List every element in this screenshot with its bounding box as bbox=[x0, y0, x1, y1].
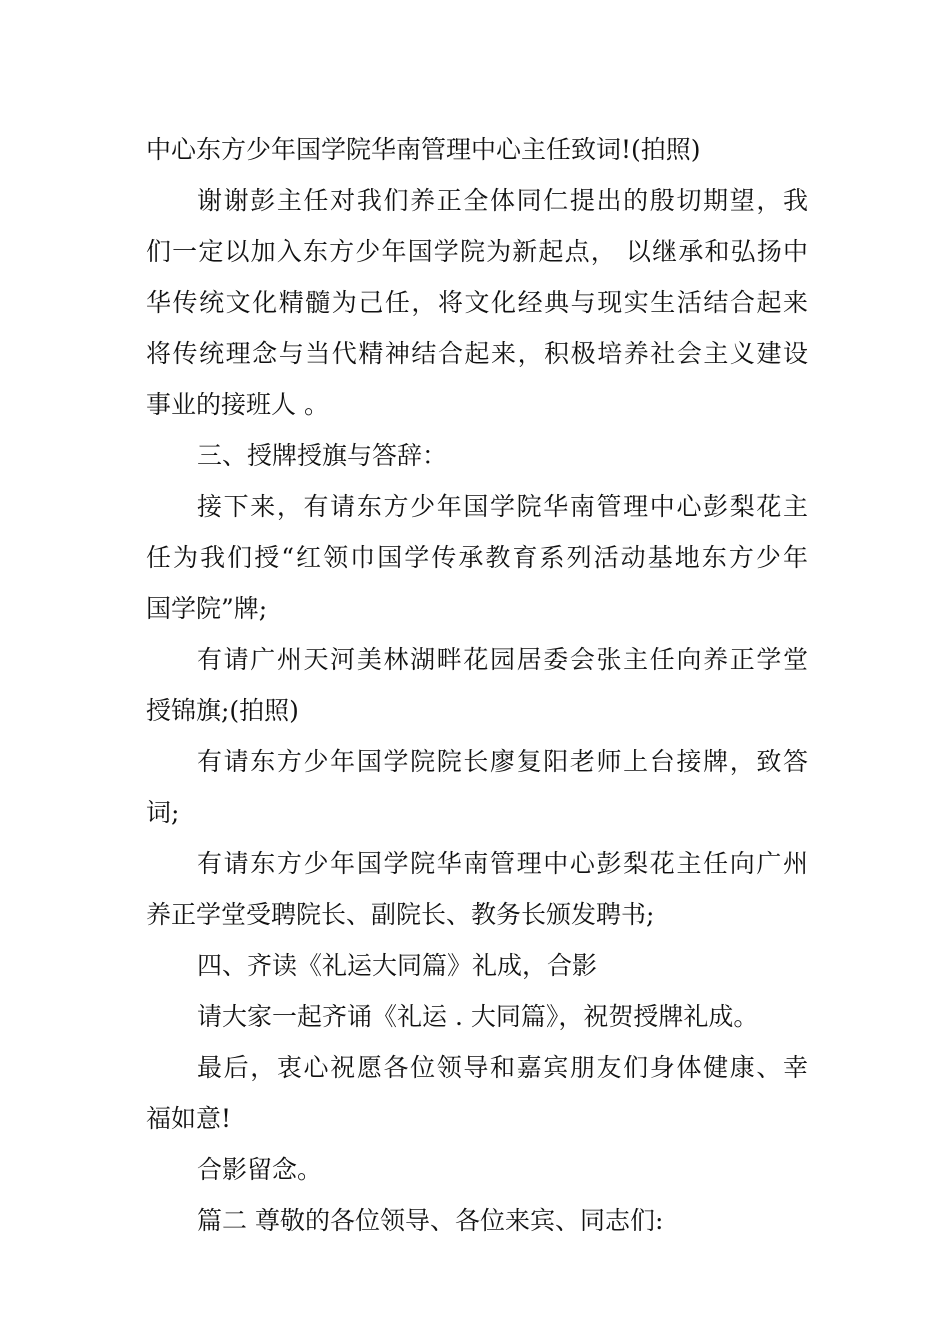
text-line: 事业的接班人 。 bbox=[146, 390, 329, 419]
document-body bbox=[146, 124, 808, 1246]
text-line: 将传统理念与当代精神结合起来，积极培养社会主义建设 bbox=[146, 339, 808, 368]
text-line: 三、授牌授旗与答辞： bbox=[197, 441, 448, 470]
text-line: 国学院”牌; bbox=[146, 594, 268, 623]
text-line: 请大家一起齐诵《礼运 . 大同篇》，祝贺授牌礼成。 bbox=[197, 1002, 759, 1031]
text-line: 福如意! bbox=[146, 1104, 232, 1133]
text-line: 们一定以加入东方少年国学院为新起点， 以继承和弘扬中 bbox=[146, 237, 808, 266]
text-line: 最后，衷心祝愿各位领导和嘉宾朋友们身体健康、幸 bbox=[197, 1053, 808, 1082]
text-line: 有请东方少年国学院院长廖复阳老师上台接牌，致答 bbox=[197, 747, 808, 776]
text-line: 谢谢彭主任对我们养正全体同仁提出的殷切期望，我 bbox=[197, 186, 808, 215]
text-line: 有请广州天河美林湖畔花园居委会张主任向养正学堂 bbox=[197, 645, 808, 674]
text-line: 篇二 尊敬的各位领导、各位来宾、同志们: bbox=[197, 1206, 664, 1235]
text-line: 中心东方少年国学院华南管理中心主任致词!(拍照) bbox=[146, 135, 701, 164]
text-line: 任为我们授“红领巾国学传承教育系列活动基地东方少年 bbox=[146, 543, 808, 572]
text-line: 合影留念。 bbox=[197, 1155, 323, 1184]
text-line: 养正学堂受聘院长、副院长、教务长颁发聘书; bbox=[146, 900, 655, 929]
text-line: 授锦旗;(拍照) bbox=[146, 696, 299, 725]
text-line: 词; bbox=[146, 798, 180, 827]
text-line: 四、齐读《礼运大同篇》礼成，合影 bbox=[197, 951, 598, 980]
text-line: 有请东方少年国学院华南管理中心彭梨花主任向广州 bbox=[197, 849, 808, 878]
text-line: 华传统文化精髓为己任，将文化经典与现实生活结合起来 bbox=[146, 288, 808, 317]
text-line: 接下来，有请东方少年国学院华南管理中心彭梨花主 bbox=[197, 492, 808, 521]
